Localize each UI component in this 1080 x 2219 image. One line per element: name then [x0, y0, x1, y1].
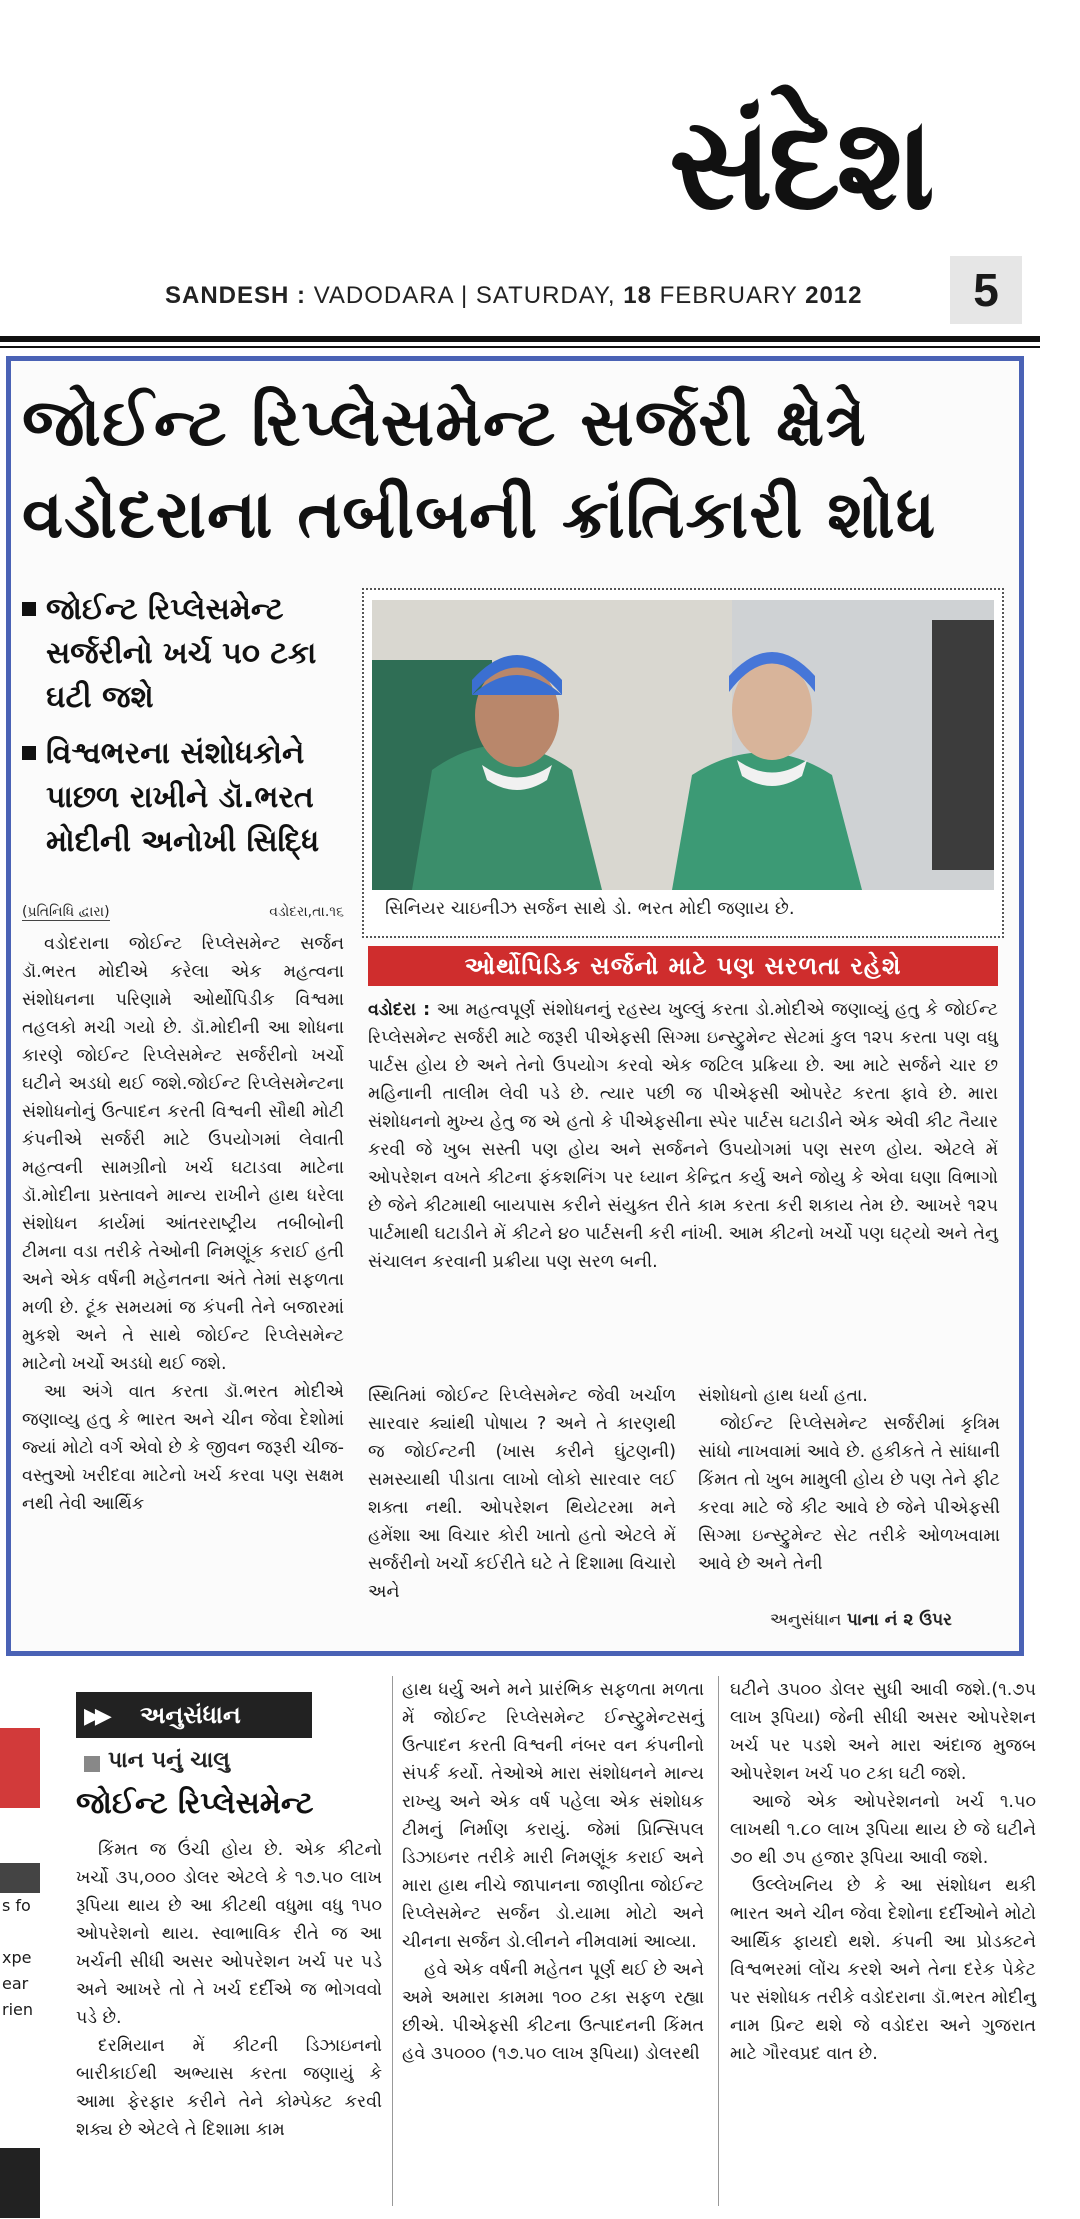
- continuation-header: અનુસંધાન: [76, 1692, 312, 1738]
- continuation-column-3: [730, 1676, 1036, 2068]
- strip-text: rien: [2, 2000, 34, 2019]
- column-divider: [392, 1676, 393, 2206]
- continuation-subhead: પાન ૫નું ચાલુ: [108, 1748, 230, 1773]
- byline-source: (પ્રતિનિધિ દ્વારા): [22, 904, 110, 920]
- city: VADODARA: [313, 282, 454, 309]
- double-arrow-icon: ▶▶: [84, 1704, 106, 1729]
- paragraph: હવે એક વર્ષની મહેતન પૂર્ણ થઈ છે અને અમે અમારા કામમા ૧૦૦ ટકા સફળ રહ્યા છીએ. પીએફસી કીટના ઉત્પાદનની કિંમત હવે ૩૫૦૦૦ (૧૭.૫૦ લાખ રૂપિયા) ડોલરથી: [402, 1960, 704, 2064]
- masthead-rule-thin: [0, 346, 1040, 348]
- adjacent-article-strip: [0, 1668, 40, 2219]
- dateline: SANDESH : VADODARA | SATURDAY, 18 FEBRUARY 2012: [165, 282, 863, 309]
- square-icon: [84, 1756, 100, 1772]
- year: 2012: [805, 282, 863, 309]
- story-text: [368, 996, 998, 1276]
- paragraph: વડોદરાના જોઈન્ટ રિપ્લેસમેન્ટ સર્જન ડૉ.ભરત મોદીએ કરેલા એક મહત્વના સંશોધનના પરિણામે ઓર્થોપિડીક વિશ્વમા તહલકો મચી ગયો છે. ડૉ.મોદીની આ શોધના કારણે જોઈન્ટ રિપ્લેસમેન્ટ સર્જરીનો ખર્ચો ઘટીને અડધો થઈ જશે.જોઈન્ટ રિપ્લેસમેન્ટના સંશોધનોનું ઉત્પાદન કરતી વિશ્વની સૌથી મોટી કંપનીએ સર્જરી માટે ઉપયોગમાં લેવાતી મહત્વની સામગ્રીનો ખર્ચ ઘટાડવા માટેના ડૉ.મોદીના પ્રસ્તાવને માન્ય રાખીને હાથ ધરેલા સંશોધન કાર્યમાં આંતરરાષ્ટ્રીય તબીબોની ટીમના વડા તરીકે તેઓની નિમણૂંક કરાઈ હતી અને એક વર્ષની મહેનતના અંતે તેમાં સફળતા મળી છે. ટૂંક સમયમાં જ કંપની તેને બજારમાં મુકશે અને તે સાથે જોઈન્ટ રિપ્લેસમેન્ટ માટેનો ખર્ચો અડધો થઈ જશે.: [22, 934, 344, 1374]
- bullet-item: વિશ્વભરના સંશોધકોને પાછળ રાખીને ડૉ.ભરત મોદીની અનોખી સિદ્ધિ: [22, 732, 362, 864]
- continued-page: પાના નં ૨ ઉપર: [846, 1610, 952, 1630]
- byline-place: વડોદરા,તા.૧૬: [269, 904, 344, 920]
- continued-note: [770, 1610, 952, 1630]
- continued-text: અનુસંધાન: [770, 1610, 842, 1630]
- article-photo: [372, 600, 994, 890]
- continuation-title: જોઈન્ટ રિપ્લેસમેન્ટ: [76, 1786, 314, 1821]
- strip-text: ear: [2, 1974, 29, 1993]
- column-2: સ્થિતિમાં જોઈન્ટ રિપ્લેસમેન્ટ જેવી ખર્ચાળ સારવાર ક્યાંથી પોષાય ? અને તે કારણથી જ જોઈન્ટની (ખાસ કરીને ઘુંટણની) સમસ્યાથી પીડાતા લાખો લોકો સારવાર લઈ શક્તા નથી. ઓપરેશન થિયેટરમા મને હમેંશા આ વિચાર કોરી ખાતો હતો એટલે મેં સર્જરીનો ખર્ચો કઈરીતે ઘટે તે દિશામા વિચારો અને: [368, 1386, 676, 1602]
- continuation-column-2: [402, 1676, 704, 2068]
- photo-caption: સિનિયર ચાઇનીઝ સર્જન સાથે ડો. ભરત મોદી જણાય છે.: [385, 898, 795, 919]
- paragraph: હાથ ધર્યુ અને મને પ્રારંભિક સફળતા મળતા મેં જોઈન્ટ રિપ્લેસમેન્ટ ઈન્સ્ટ્રુમેન્ટસનું ઉત્પાદન કરતી વિશ્વની નંબર વન કંપનીનો સંપર્ક કર્યો. તેઓએ મારા સંશોધનને માન્ય રાખ્યુ અને એક વર્ષ પહેલા એક સંશોધક ટીમનું નિર્માણ કરાયું. જેમાં પ્રિન્સિપલ ડિઝાઇનર તરીકે મારી નિમણૂંક કરાઈ અને મારા હાથ નીચે જાપાનના જાણીતા જોઈન્ટ રિપ્લેસમેન્ટ સર્જન ડો.યામા મોટો અને ચીનના સર્જન ડો.લીનને નીમવામાં આવ્યા.: [402, 1680, 704, 1952]
- paragraph: દરમિયાન મેં કીટની ડિઝાઇનનો બારીકાઈથી અભ્યાસ કરતા જણાયું કે આમા ફેરફાર કરીને તેને કોમ્પેક્ટ કરવી શક્ય છે એટલે તે દિશામા કામ: [76, 2036, 382, 2140]
- headline-line-1: જોઈન્ટ રિપ્લેસમેન્ટ સર્જરી ક્ષેત્રે: [22, 384, 867, 461]
- paragraph: ઘટીને ૩૫૦૦ ડોલર સુધી આવી જશે.(૧.૭૫ લાખ રૂપિયા) જેની સીધી અસર ઓપરેશન ખર્ચ પર પડશે અને મારા અંદાજ મુજબ ઓપરેશન ખર્ચ ૫૦ ટકા ઘટી જશે.: [730, 1680, 1036, 1784]
- story-body: આ મહત્વપૂર્ણ સંશોધનનું રહસ્ય ખુલ્લું કરતા ડો.મોદીએ જણાવ્યું હતુ કે જોઈન્ટ રિપ્લેસમેન્ટ સર્જરી માટે જરૂરી પીએફસી સિગ્મા ઇન્સ્ટ્રુમેન્ટ સેટમાં કુલ ૧૨૫ કરતા પણ વધુ પાર્ટસ હોય છે અને તેનો ઉપયોગ કરવો એક જટિલ પ્રક્રિયા છે. આ માટે સર્જને ચાર છ મહિનાની તાલીમ લેવી પડે છે. ત્યાર પછી જ પીએફસી ઓપરેટ કરતા ફાવે છે. મારા સંશોધનનો મુખ્ય હેતુ જ એ હતો કે પીએફસીના સ્પેર પાર્ટસ ઘટાડીને એક એવી કીટ તૈયાર કરવી જે ખુબ સસ્તી પણ હોય અને સર્જનને ઉપયોગમાં પણ સરળ હોય. એટલે મેં ઓપરેશન વખતે કીટના ફંકશનિંગ પર ધ્યાન કેન્દ્રિત કર્યુ અને જોયુ કે એવા ઘણા વિભાગો છે જેને કીટમાથી બાયપાસ કરીને સંયુક્ત રીતે કામ કરતા કરી શકાય તેમ છે. આખરે ૧૨૫ પાર્ટમાથી ઘટાડીને મેં કીટને ૪૦ પાર્ટસની કરી નાંખી. આમ કીટનો ખર્ચો પણ ઘટ્યો અને તેનુ સંચાલન કરવાની પ્રક્રીયા પણ સરળ બની.: [368, 1000, 999, 1272]
- paragraph: આ અંગે વાત કરતા ડૉ.ભરત મોદીએ જણાવ્યુ હતુ કે ભારત અને ચીન જેવા દેશોમાં જ્યાં મોટો વર્ગ એવો છે કે જીવન જરૂરી ચીજ-વસ્તુઓ ખરીદવા માટેનો ખર્ચ કરવા પણ સક્ષમ નથી તેવી આર્થિક: [22, 1382, 344, 1514]
- paper-name: SANDESH :: [165, 282, 307, 309]
- masthead-rule: [0, 336, 1040, 342]
- paragraph: ઉલ્લેખનિય છે કે આ સંશોધન થકી ભારત અને ચીન જેવા દેશોના દર્દીઓને મોટો આર્થિક ફાયદો થશે. કંપની આ પ્રોડક્ટને વિશ્વભરમાં લોંચ કરશે અને તેના દરેક પેકેટ પર સંશોધક તરીકે વડોદરાના ડૉ.ભરત મોદીનુ નામ પ્રિન્ટ થશે જે વડોદરા અને ગુજરાત માટે ગૌરવપ્રદ વાત છે.: [730, 1876, 1036, 2064]
- continuation-column-1: [76, 1836, 382, 2144]
- column-3: [698, 1382, 1000, 1578]
- byline: [22, 904, 344, 921]
- story-dateline: વડોદરા :: [368, 1000, 431, 1020]
- newspaper-logo: સંદેશ: [669, 90, 931, 239]
- page-number: 5: [950, 256, 1022, 324]
- bullet-points: [22, 588, 362, 876]
- strip-text: xpe: [2, 1948, 32, 1967]
- paragraph: સંશોધનો હાથ ધર્યા હતા.: [698, 1386, 868, 1406]
- day: SATURDAY,: [475, 282, 616, 309]
- strip-text: s fo: [2, 1896, 31, 1915]
- paragraph: જોઈન્ટ રિપ્લેસમેન્ટ સર્જરીમાં કૃત્રિમ સાંધો નાખવામાં આવે છે. હકીકતે તે સાંધાની કિંમત તો ખુબ મામુલી હોય છે પણ તેને ફીટ કરવા માટે જે કીટ આવે છે જેને પીએફસી સિગ્મા ઇન્સ્ટ્રુમેન્ટ સેટ તરીકે ઓળખવામા આવે છે અને તેની: [698, 1414, 1000, 1574]
- surgeons-photo: [372, 600, 994, 890]
- column-divider: [718, 1676, 719, 2206]
- bullet-item: જોઈન્ટ રિપ્લેસમેન્ટ સર્જરીનો ખર્ચ ૫૦ ટકા ઘટી જશે: [22, 588, 362, 720]
- left-column-text: [22, 930, 344, 1518]
- subhead-banner: ઓર્થોપિડિક સર્જનો માટે પણ સરળતા રહેશે: [368, 946, 998, 986]
- paragraph: આજે એક ઓપરેશનનો ખર્ચ ૧.૫૦ લાખથી ૧.૮૦ લાખ રૂપિયા થાય છે જે ઘટીને ૭૦ થી ૭૫ હજાર રૂપિયા આવી જશે.: [730, 1792, 1036, 1868]
- month: FEBRUARY: [659, 282, 798, 309]
- headline-line-2: વડોદરાના તબીબની ક્રાંતિકારી શોધ: [22, 476, 937, 553]
- date-num: 18: [623, 282, 652, 309]
- paragraph: કિંમત જ ઉંચી હોય છે. એક કીટનો ખર્ચો ૩૫,૦૦૦ ડોલર એટલે કે ૧૭.૫૦ લાખ રૂપિયા થાય છે આ કીટથી વધુમા વધુ ૧૫૦ ઓપરેશનો થાય. સ્વાભાવિક રીતે જ આ ખર્ચની સીધી અસર ઓપરેશન ખર્ચ પર પડે અને આખરે તો તે ખર્ચ દર્દીએ જ ભોગવવો પડે છે.: [76, 1840, 382, 2028]
